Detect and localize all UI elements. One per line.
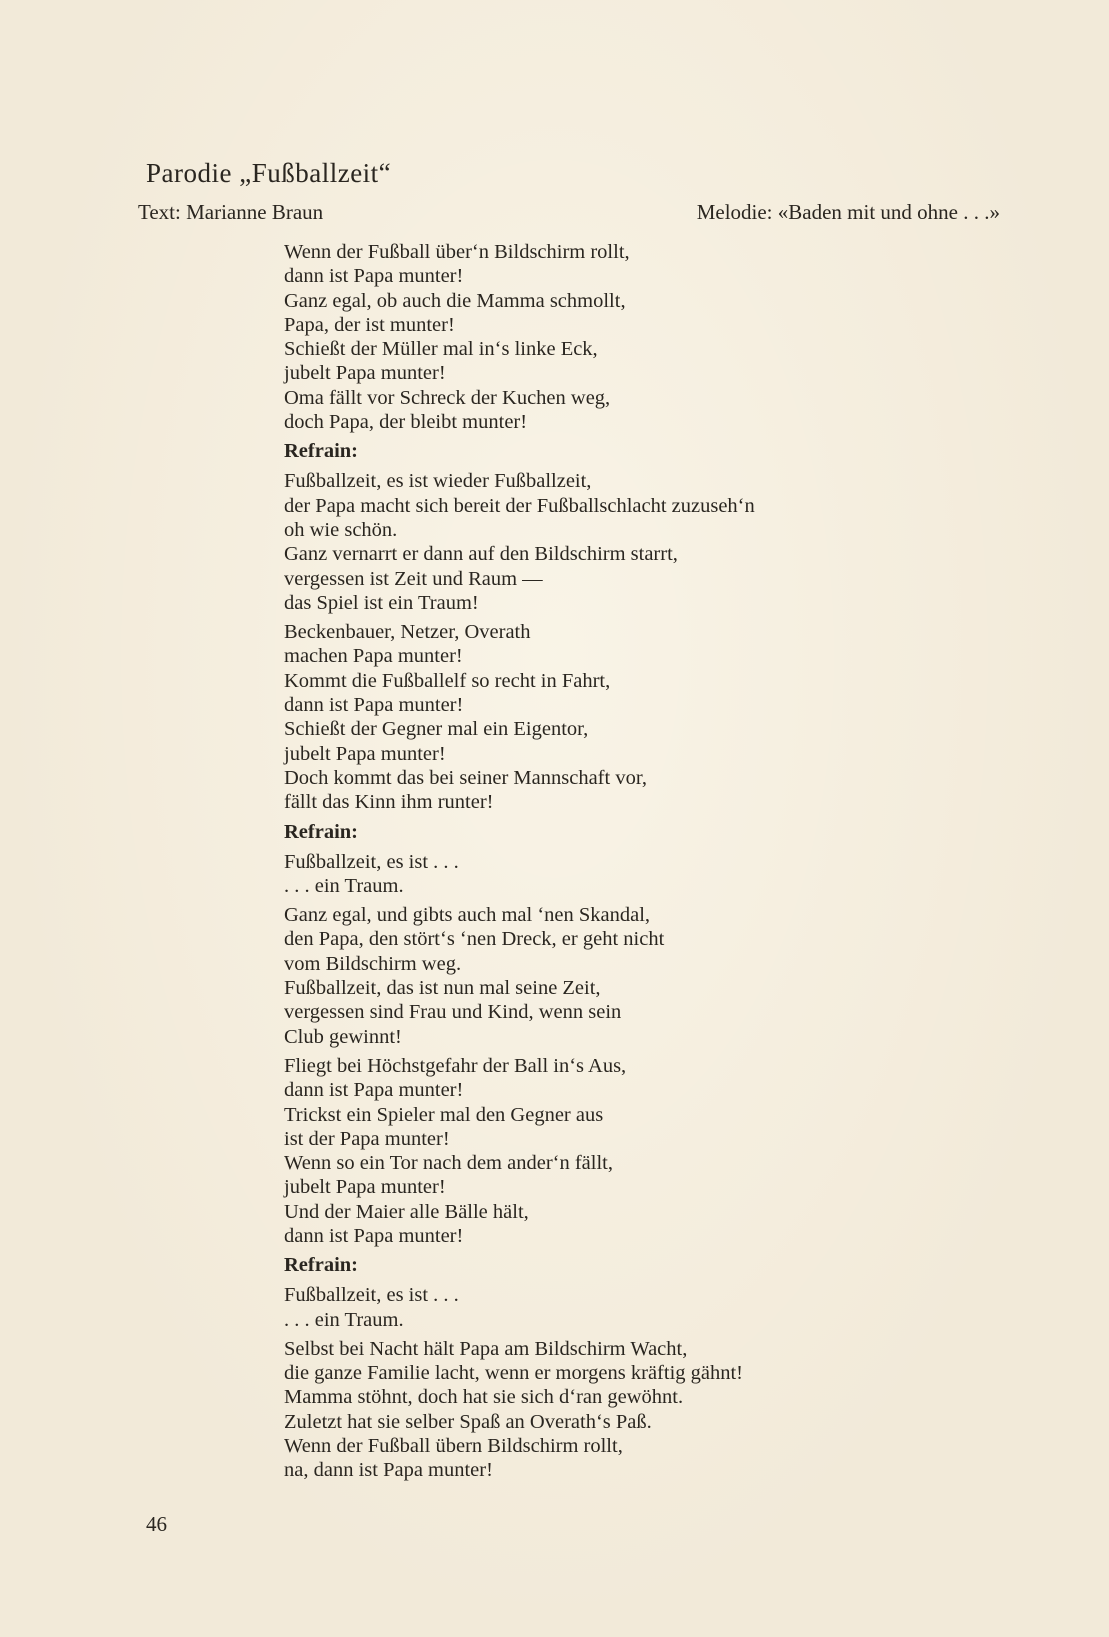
verse-block [284,850,904,899]
lyric-line: Ganz egal, und gibts auch mal ‘nen Skandal, [284,904,651,927]
lyric-line: machen Papa munter! [284,645,463,668]
lyric-line: Schießt der Müller mal in‘s linke Eck, [284,338,598,361]
lyric-line: die ganze Familie lacht, wenn er morgens kräftig gähnt! [284,1362,744,1385]
song-title: Parodie „Fußballzeit“ [146,158,392,188]
lyric-line: Wenn so ein Tor nach dem ander‘n fällt, [284,1152,613,1175]
lyric-line: das Spiel ist ein Traum! [284,591,479,614]
lyric-line: der Papa macht sich bereit der Fußballschlacht zuzuseh‘n [284,494,755,517]
melody-credit: Melodie: «Baden mit und ohne . . .» [696,200,1000,224]
lyric-line: . . . ein Traum. [284,1308,404,1331]
lyric-line: Trickst ein Spieler mal den Gegner aus [284,1103,604,1126]
lyric-line: Beckenbauer, Netzer, Overath [284,621,531,644]
verse-block [284,240,904,434]
lyric-line: Club gewinnt! [284,1025,402,1048]
lyric-line: Fußballzeit, es ist . . . [284,850,459,873]
lyric-line: Kommt die Fußballelf so recht in Fahrt, [284,669,611,692]
verse-block [284,1337,904,1483]
lyric-line: Fußballzeit, es ist . . . [284,1284,459,1307]
lyric-line: Ganz egal, ob auch die Mamma schmollt, [284,289,626,312]
lyricist-credit: Text: Marianne Braun [138,200,324,224]
lyric-line: Mamma stöhnt, doch hat sie sich d‘ran gewöhnt. [284,1386,684,1409]
refrain-label: Refrain: [284,820,359,843]
refrain-label: Refrain: [284,440,359,463]
lyric-line: fällt das Kinn ihm runter! [284,791,494,814]
verse-block [284,1054,904,1248]
lyric-line: vergessen sind Frau und Kind, wenn sein [284,1001,622,1024]
lyric-line: dann ist Papa munter! [284,694,464,717]
lyric-line: Zuletzt hat sie selber Spaß an Overath‘s Paß. [284,1410,652,1433]
lyric-line: vom Bildschirm weg. [284,952,462,975]
verse-block [284,469,904,615]
lyric-line: Fliegt bei Höchstgefahr der Ball in‘s Aus, [284,1054,627,1077]
refrain-label: Refrain: [284,1254,359,1277]
lyric-line: Wenn der Fußball über‘n Bildschirm rollt, [284,241,630,263]
lyric-line: vergessen ist Zeit und Raum — [284,567,543,590]
lyric-line: jubelt Papa munter! [284,362,446,385]
lyric-line: dann ist Papa munter! [284,1079,464,1102]
lyric-line: Ganz vernarrt er dann auf den Bildschirm starrt, [284,543,678,566]
lyric-line: dann ist Papa munter! [284,1224,464,1247]
lyric-line: doch Papa, der bleibt munter! [284,411,528,434]
page-number: 46 [146,1512,167,1536]
lyric-line: Doch kommt das bei seiner Mannschaft vor, [284,766,647,789]
lyrics-body [284,240,904,1488]
lyric-line: Fußballzeit, das ist nun mal seine Zeit, [284,977,601,1000]
lyric-line: Und der Maier alle Bälle hält, [284,1200,529,1223]
lyric-line: den Papa, den stört‘s ‘nen Dreck, er geht nicht [284,928,665,951]
verse-block [284,903,904,1049]
lyric-line: jubelt Papa munter! [284,742,446,765]
lyric-line: na, dann ist Papa munter! [284,1459,493,1482]
lyric-line: Wenn der Fußball übern Bildschirm rollt, [284,1435,623,1458]
lyric-line: Oma fällt vor Schreck der Kuchen weg, [284,386,611,409]
lyric-line: . . . ein Traum. [284,874,404,897]
verse-block [284,620,904,814]
lyric-line: ist der Papa munter! [284,1127,450,1150]
lyric-line: Schießt der Gegner mal ein Eigentor, [284,718,589,741]
lyric-line: jubelt Papa munter! [284,1176,446,1199]
lyric-line: Papa, der ist munter! [284,313,455,336]
lyric-line: Selbst bei Nacht hält Papa am Bildschirm Wacht, [284,1337,688,1360]
lyric-line: Fußballzeit, es ist wieder Fußballzeit, [284,470,592,493]
verse-block [284,1283,904,1332]
lyric-line: oh wie schön. [284,518,398,541]
lyric-line: dann ist Papa munter! [284,265,464,288]
